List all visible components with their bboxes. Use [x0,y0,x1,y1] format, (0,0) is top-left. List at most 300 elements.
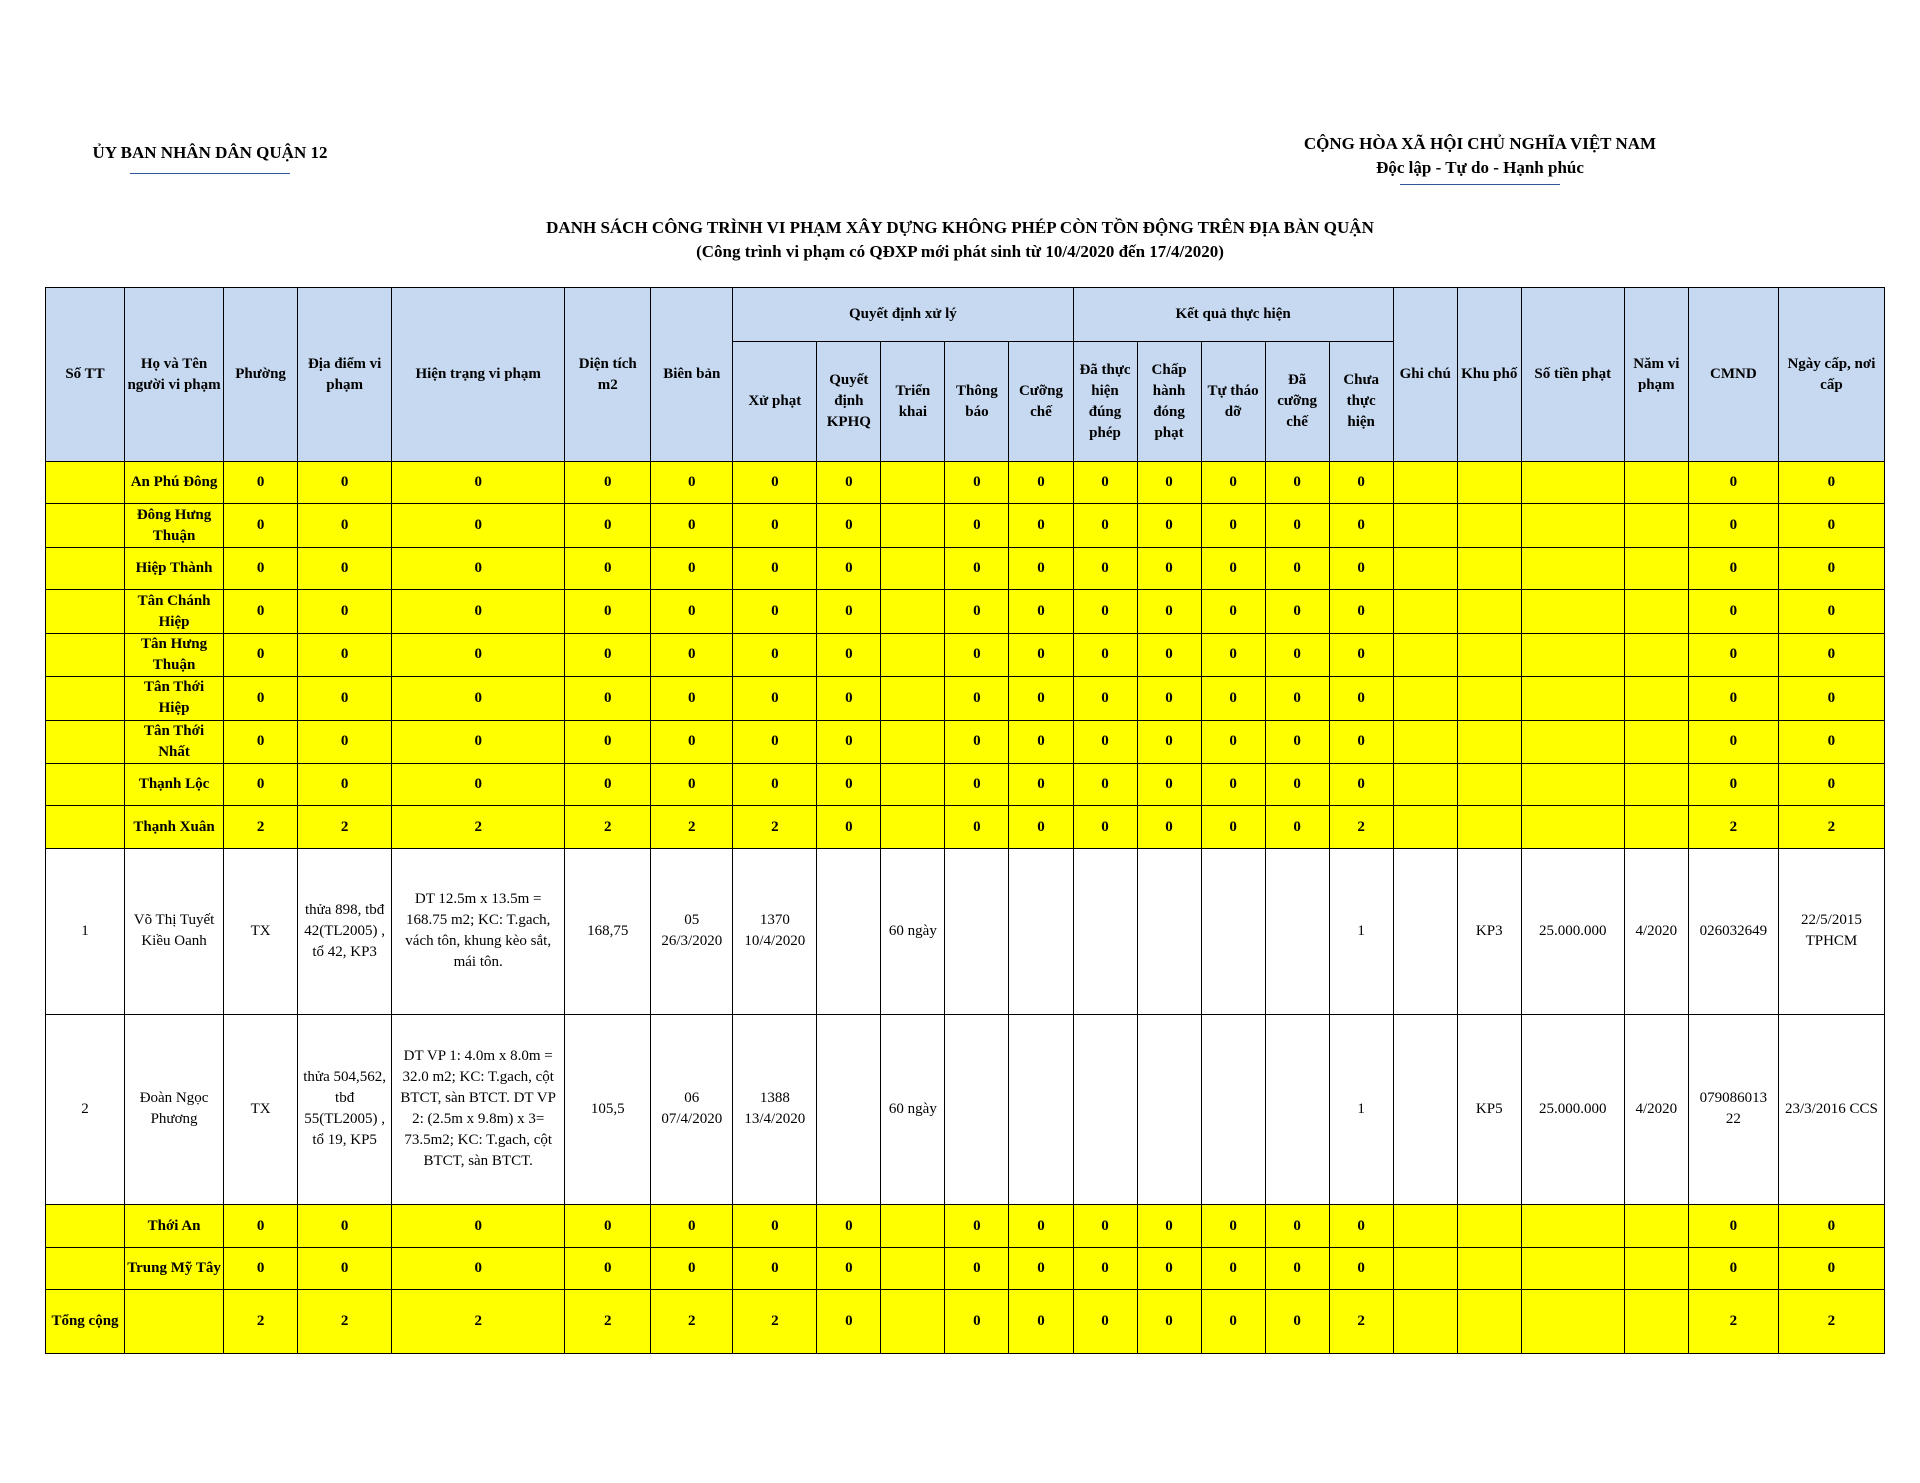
table-header [46,288,1885,462]
col-self-removed: Tự tháo dỡ [1201,342,1265,462]
empty-cell [46,806,125,848]
summary-cell: 0 [1778,590,1884,633]
col-group-result: Kết quả thực hiện [1073,288,1393,342]
summary-cell: 0 [1073,462,1137,504]
summary-cell: 0 [1009,677,1073,720]
cell-so-tien: 25.000.000 [1521,1014,1624,1205]
summary-cell: 2 [651,1290,733,1354]
summary-cell: 0 [565,677,651,720]
cell-status: DT 12.5m x 13.5m = 168.75 m2; KC: T.gach, vách tôn, khung kèo sắt, mái tôn. [392,848,565,1014]
ward-summary-row [46,547,1885,589]
summary-cell: 0 [651,764,733,806]
summary-cell [1457,633,1521,676]
summary-cell: 0 [1265,547,1329,589]
summary-cell: 0 [1073,504,1137,547]
summary-cell [1521,720,1624,763]
summary-cell [1393,1247,1457,1289]
empty-cell [46,547,125,589]
summary-cell [1624,1290,1688,1354]
summary-cell [1521,677,1624,720]
cell-ngay-cap: 23/3/2016 CCS [1778,1014,1884,1205]
summary-cell: 0 [945,677,1009,720]
ward-name: Thạnh Lộc [125,764,224,806]
cell-chua-thuc-hien: 1 [1329,848,1393,1014]
ward-name: Thới An [125,1205,224,1247]
summary-cell: 0 [1201,547,1265,589]
summary-cell: 0 [1688,633,1778,676]
cell-so-tien: 25.000.000 [1521,848,1624,1014]
summary-cell [881,1205,945,1247]
summary-cell [1624,806,1688,848]
cell-ghi-chu [1393,848,1457,1014]
summary-cell: 0 [224,1205,298,1247]
ward-summary-row [46,806,1885,848]
summary-cell: 0 [392,462,565,504]
summary-cell [1457,677,1521,720]
col-group-decision: Quyết định xử lý [733,288,1073,342]
summary-cell: 0 [1329,590,1393,633]
summary-cell: 0 [1688,1205,1778,1247]
summary-cell [1521,504,1624,547]
summary-cell [1457,720,1521,763]
summary-cell: 0 [224,764,298,806]
summary-cell [1393,633,1457,676]
summary-cell: 0 [1265,764,1329,806]
summary-cell: 0 [1778,1247,1884,1289]
summary-cell: 0 [1137,1290,1201,1354]
col-area: Diện tích m2 [565,288,651,462]
summary-cell: 0 [945,764,1009,806]
summary-cell: 0 [817,1290,881,1354]
ward-summary-row [46,633,1885,676]
cell-tu-thao-do [1201,848,1265,1014]
summary-cell: 0 [1265,1205,1329,1247]
summary-cell: 2 [298,1290,392,1354]
ward-summary-row [46,764,1885,806]
summary-cell: 2 [1688,806,1778,848]
summary-cell [1521,590,1624,633]
summary-cell: 2 [1329,1290,1393,1354]
summary-cell: 0 [1073,633,1137,676]
cell-cmnd: 079086013 22 [1688,1014,1778,1205]
summary-cell: 0 [1688,590,1778,633]
summary-cell: 0 [651,720,733,763]
ward-name: Đông Hưng Thuận [125,504,224,547]
cell-khu-pho: KP5 [1457,1014,1521,1205]
summary-cell: 0 [733,462,817,504]
summary-cell: 0 [945,590,1009,633]
country-name: CỘNG HÒA XÃ HỘI CHỦ NGHĨA VIỆT NAM [1303,134,1657,153]
cell-ngay-cap: 22/5/2015 TPHCM [1778,848,1884,1014]
summary-cell: 0 [298,547,392,589]
cell-chap-hanh [1137,848,1201,1014]
summary-cell [1624,677,1688,720]
summary-cell: 0 [1201,1205,1265,1247]
empty-cell [46,1247,125,1289]
summary-cell: 0 [224,547,298,589]
summary-cell: 0 [817,720,881,763]
cell-thong-bao [945,848,1009,1014]
summary-cell [881,504,945,547]
ward-summary-row [46,1205,1885,1247]
summary-cell: 0 [1201,720,1265,763]
ward-name: Hiệp Thành [125,547,224,589]
summary-cell: 0 [298,720,392,763]
summary-cell: 0 [817,806,881,848]
summary-cell: 0 [1073,590,1137,633]
summary-cell: 0 [1137,764,1201,806]
summary-cell: 0 [1688,462,1778,504]
summary-cell: 0 [945,720,1009,763]
col-ward: Phường [224,288,298,462]
summary-cell: 0 [817,764,881,806]
cell-thong-bao [945,1014,1009,1205]
empty-cell [46,462,125,504]
cell-xu-phat: 1370 10/4/2020 [733,848,817,1014]
summary-cell: 0 [1778,504,1884,547]
summary-cell [881,1290,945,1354]
empty-cell [46,590,125,633]
cell-da-cuong-che [1265,1014,1329,1205]
summary-cell: 0 [565,633,651,676]
summary-cell: 0 [651,1247,733,1289]
summary-cell: 2 [392,806,565,848]
summary-cell: 0 [392,633,565,676]
cell-da-thuc-hien [1073,1014,1137,1205]
summary-cell: 0 [1137,504,1201,547]
empty-cell [46,677,125,720]
summary-cell: 0 [733,1247,817,1289]
national-motto [1250,132,1710,185]
summary-cell: 0 [945,1290,1009,1354]
org-header [60,143,360,174]
summary-cell: 0 [733,1205,817,1247]
document-subtitle: (Công trình vi phạm có QĐXP mới phát sinh từ 10/4/2020 đến 17/4/2020) [696,242,1224,261]
summary-cell: 0 [1265,1290,1329,1354]
summary-cell: 0 [817,633,881,676]
summary-cell: 2 [224,806,298,848]
cell-record: 06 07/4/2020 [651,1014,733,1205]
cell-area: 105,5 [565,1014,651,1205]
ward-summary-row [46,720,1885,763]
summary-cell: 0 [1329,1247,1393,1289]
summary-cell: 2 [565,806,651,848]
col-location: Địa điểm vi phạm [298,288,392,462]
summary-cell: 0 [298,1247,392,1289]
summary-cell: 0 [1265,504,1329,547]
summary-cell: 0 [1201,764,1265,806]
summary-cell: 0 [1137,1247,1201,1289]
summary-cell: 0 [1201,504,1265,547]
summary-cell [1457,1247,1521,1289]
summary-cell: 0 [392,590,565,633]
summary-cell: 0 [224,677,298,720]
summary-cell [1624,462,1688,504]
cell-nam-vp: 4/2020 [1624,848,1688,1014]
summary-cell: 0 [224,633,298,676]
summary-cell: 0 [1778,764,1884,806]
summary-cell [1624,720,1688,763]
cell-trien-khai: 60 ngày [881,848,945,1014]
summary-cell: 0 [1265,590,1329,633]
cell-khu-pho: KP3 [1457,848,1521,1014]
summary-cell [1521,764,1624,806]
summary-cell: 0 [945,1247,1009,1289]
summary-cell: 0 [651,462,733,504]
col-issue: Ngày cấp, nơi cấp [1778,288,1884,462]
summary-cell: 2 [733,806,817,848]
summary-cell: 0 [565,720,651,763]
col-fine: Số tiền phạt [1521,288,1624,462]
summary-cell: 0 [565,547,651,589]
summary-cell: 0 [733,633,817,676]
col-notice: Thông báo [945,342,1009,462]
col-status: Hiện trạng vi phạm [392,288,565,462]
empty-cell [46,633,125,676]
summary-cell: 0 [298,590,392,633]
cell-stt: 2 [46,1014,125,1205]
summary-cell: 0 [651,504,733,547]
summary-cell: 0 [817,547,881,589]
summary-cell: 0 [1688,1247,1778,1289]
col-penalty: Xử phạt [733,342,817,462]
summary-cell: 0 [945,1205,1009,1247]
summary-cell: 0 [1201,806,1265,848]
summary-cell [1521,462,1624,504]
col-enforced: Đã cưỡng chế [1265,342,1329,462]
col-paid: Chấp hành đóng phạt [1137,342,1201,462]
col-id: CMND [1688,288,1778,462]
summary-cell [1521,633,1624,676]
summary-cell: 0 [1688,764,1778,806]
summary-cell: 0 [565,462,651,504]
table-body [46,462,1885,1354]
empty-cell [125,1290,224,1354]
cell-da-thuc-hien [1073,848,1137,1014]
summary-cell [881,462,945,504]
summary-cell: 2 [1329,806,1393,848]
summary-cell: 0 [817,1205,881,1247]
summary-cell [1457,462,1521,504]
summary-cell: 0 [1009,1290,1073,1354]
cell-kphq [817,1014,881,1205]
summary-cell: 0 [651,633,733,676]
summary-cell: 0 [298,1205,392,1247]
summary-cell [1624,1205,1688,1247]
summary-cell [1393,677,1457,720]
summary-cell: 0 [1201,1290,1265,1354]
cell-cuong-che [1009,1014,1073,1205]
summary-cell: 0 [817,504,881,547]
summary-cell [1393,504,1457,547]
ward-summary-row [46,590,1885,633]
motto: Độc lập - Tự do - Hạnh phúc [1376,158,1584,177]
summary-cell: 0 [945,633,1009,676]
summary-cell: 0 [1073,1205,1137,1247]
cell-trien-khai: 60 ngày [881,1014,945,1205]
summary-cell [881,720,945,763]
summary-cell [1457,590,1521,633]
summary-cell [1393,764,1457,806]
ward-name: Tân Thới Hiệp [125,677,224,720]
cell-record: 05 26/3/2020 [651,848,733,1014]
summary-cell: 0 [733,590,817,633]
col-enforce: Cưỡng chế [1009,342,1073,462]
summary-cell: 0 [224,590,298,633]
summary-cell [1393,720,1457,763]
summary-cell: 0 [945,462,1009,504]
summary-cell: 0 [1009,547,1073,589]
cell-cmnd: 026032649 [1688,848,1778,1014]
col-year: Năm vi phạm [1624,288,1688,462]
col-done-permit: Đã thực hiện đúng phép [1073,342,1137,462]
summary-cell: 0 [1265,806,1329,848]
summary-cell: 2 [224,1290,298,1354]
summary-cell: 0 [1778,547,1884,589]
summary-cell: 0 [224,504,298,547]
ward-name: Thạnh Xuân [125,806,224,848]
summary-cell: 0 [1137,1205,1201,1247]
summary-cell [1624,633,1688,676]
cell-status: DT VP 1: 4.0m x 8.0m = 32.0 m2; KC: T.gach, cột BTCT, sàn BTCT. DT VP 2: (2.5m x 9.8m) x 3= 73.5m2; KC: T.gach, cột BTCT, sàn BTCT. [392,1014,565,1205]
summary-cell: 0 [817,1247,881,1289]
ward-summary-row [46,677,1885,720]
summary-cell: 0 [1009,1247,1073,1289]
ward-name: Tân Chánh Hiệp [125,590,224,633]
summary-cell: 0 [1137,806,1201,848]
summary-cell: 0 [1329,1205,1393,1247]
summary-cell: 0 [651,1205,733,1247]
summary-cell: 2 [298,806,392,848]
summary-cell [1457,1205,1521,1247]
empty-cell [46,720,125,763]
empty-cell [46,764,125,806]
summary-cell [1457,1290,1521,1354]
summary-cell: 0 [392,720,565,763]
summary-cell: 0 [565,1205,651,1247]
col-not-done: Chưa thực hiện [1329,342,1393,462]
summary-cell: 0 [1778,720,1884,763]
summary-cell: 0 [224,462,298,504]
ward-summary-row [46,462,1885,504]
cell-kphq [817,848,881,1014]
summary-cell: 0 [298,633,392,676]
summary-cell: 0 [817,590,881,633]
summary-cell: 0 [1265,1247,1329,1289]
summary-cell [1393,590,1457,633]
summary-cell: 0 [733,677,817,720]
cell-chua-thuc-hien: 1 [1329,1014,1393,1205]
summary-cell: 2 [733,1290,817,1354]
org-name: ỦY BAN NHÂN DÂN QUẬN 12 [92,143,328,162]
summary-cell: 0 [224,720,298,763]
cell-ward: TX [224,1014,298,1205]
summary-cell: 0 [1265,720,1329,763]
summary-cell [1457,504,1521,547]
summary-cell: 2 [651,806,733,848]
summary-cell [1393,547,1457,589]
summary-cell: 0 [1073,677,1137,720]
summary-cell: 0 [1201,462,1265,504]
summary-cell: 0 [1073,547,1137,589]
summary-cell: 0 [392,504,565,547]
summary-cell: 0 [1329,504,1393,547]
summary-cell: 0 [1009,764,1073,806]
summary-cell: 0 [392,677,565,720]
summary-cell: 0 [1009,806,1073,848]
summary-cell: 2 [1778,1290,1884,1354]
summary-cell: 0 [1688,677,1778,720]
col-deploy: Triển khai [881,342,945,462]
summary-cell [881,764,945,806]
summary-cell [881,1247,945,1289]
cell-nam-vp: 4/2020 [1624,1014,1688,1205]
total-row [46,1290,1885,1354]
summary-cell [1521,1290,1624,1354]
summary-cell: 0 [733,764,817,806]
summary-cell [1457,547,1521,589]
ward-name: Tân Thới Nhất [125,720,224,763]
violation-row [46,1014,1885,1205]
summary-cell [1393,806,1457,848]
summary-cell: 0 [392,1205,565,1247]
cell-cuong-che [1009,848,1073,1014]
total-label: Tổng cộng [46,1290,125,1354]
summary-cell: 0 [1688,547,1778,589]
summary-cell: 0 [1329,462,1393,504]
summary-cell: 0 [1201,1247,1265,1289]
summary-cell: 0 [1329,633,1393,676]
summary-cell [1457,764,1521,806]
summary-cell: 0 [1009,633,1073,676]
summary-cell: 0 [817,677,881,720]
summary-cell: 0 [651,677,733,720]
summary-cell: 0 [565,504,651,547]
document-title: DANH SÁCH CÔNG TRÌNH VI PHẠM XÂY DỰNG KHÔNG PHÉP CÒN TỒN ĐỘNG TRÊN ĐỊA BÀN QUẬN [546,218,1374,237]
summary-cell: 0 [733,504,817,547]
summary-cell [1521,1205,1624,1247]
summary-cell [1521,547,1624,589]
summary-cell: 0 [392,1247,565,1289]
cell-area: 168,75 [565,848,651,1014]
cell-chap-hanh [1137,1014,1201,1205]
col-name: Họ và Tên người vi phạm [125,288,224,462]
cell-name: Đoàn Ngọc Phương [125,1014,224,1205]
summary-cell: 0 [1329,677,1393,720]
motto-underline [1400,184,1560,185]
summary-cell [881,633,945,676]
summary-cell: 0 [1009,462,1073,504]
col-kphq: Quyết định KPHQ [817,342,881,462]
summary-cell: 0 [1137,633,1201,676]
summary-cell: 0 [817,462,881,504]
summary-cell: 0 [298,764,392,806]
summary-cell: 0 [733,547,817,589]
summary-cell: 0 [1073,764,1137,806]
ward-name: Tân Hưng Thuận [125,633,224,676]
summary-cell: 0 [1329,547,1393,589]
col-quarter: Khu phố [1457,288,1521,462]
col-stt: Số TT [46,288,125,462]
summary-cell [1624,1247,1688,1289]
cell-location: thửa 504,562, tbđ 55(TL2005) , tổ 19, KP5 [298,1014,392,1205]
cell-xu-phat: 1388 13/4/2020 [733,1014,817,1205]
summary-cell [881,677,945,720]
summary-cell [1521,806,1624,848]
summary-cell [881,806,945,848]
summary-cell [1521,1247,1624,1289]
cell-location: thửa 898, tbđ 42(TL2005) , tổ 42, KP3 [298,848,392,1014]
